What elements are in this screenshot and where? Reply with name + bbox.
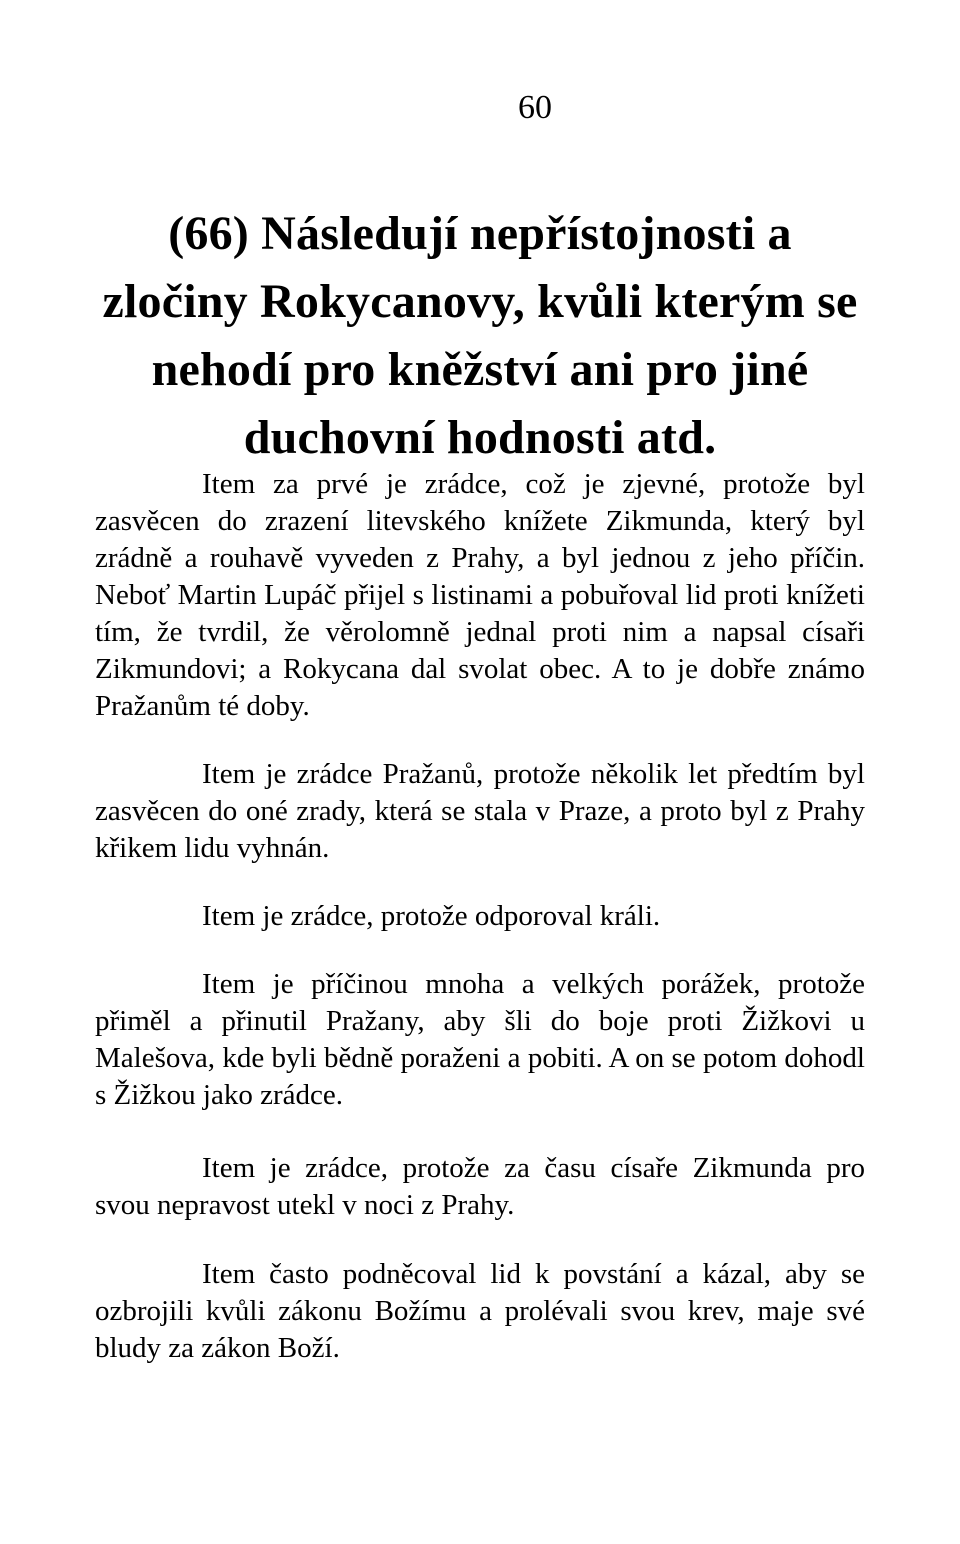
paragraph-1: Item za prvé je zrádce, což je zjevné, protože byl zasvěcen do zrazení litevského knížete Zikmunda, který byl zrádně a rouhavě vyveden z Prahy, a byl jednou z jeho příčin. Neboť Martin Lupáč přijel s listinami a pobuřoval lid proti knížeti tím, že tvrdil, že věrolomně jednal proti nim a napsal císaři Zikmundovi; a Rokycana dal svolat obec. A to je dobře známo Pražanům té doby. [95,468,865,722]
chapter-title: (66) Následují nepřístojnosti a zločiny Rokycanovy, kvůli kterým se nehodí pro kněžství ani pro jiné duchovní hodnosti atd. [102,207,858,464]
paragraph-2: Item je zrádce Pražanů, protože několik let předtím byl zasvěcen do oné zrady, která se stala v Praze, a proto byl z Prahy křikem lidu vyhnán. [95,758,865,864]
page-number: 60 [518,89,552,126]
paragraph-6: Item často podněcoval lid k povstání a kázal, aby se ozbrojili kvůli zákonu Božímu a prolévali svou krev, maje své bludy za zákon Boží. [95,1258,865,1364]
paragraph-3: Item je zrádce, protože odporoval králi. [202,900,661,932]
paragraph-4: Item je příčinou mnoha a velkých porážek, protože přiměl a přinutil Pražany, aby šli do boje proti Žižkovi u Malešova, kde byli bědně poraženi a pobiti. A on se potom dohodl s Žižkou jako zrádce. [95,968,865,1111]
paragraph-5: Item je zrádce, protože za času císaře Zikmunda pro svou nepravost utekl v noci z Prahy. [95,1152,865,1221]
